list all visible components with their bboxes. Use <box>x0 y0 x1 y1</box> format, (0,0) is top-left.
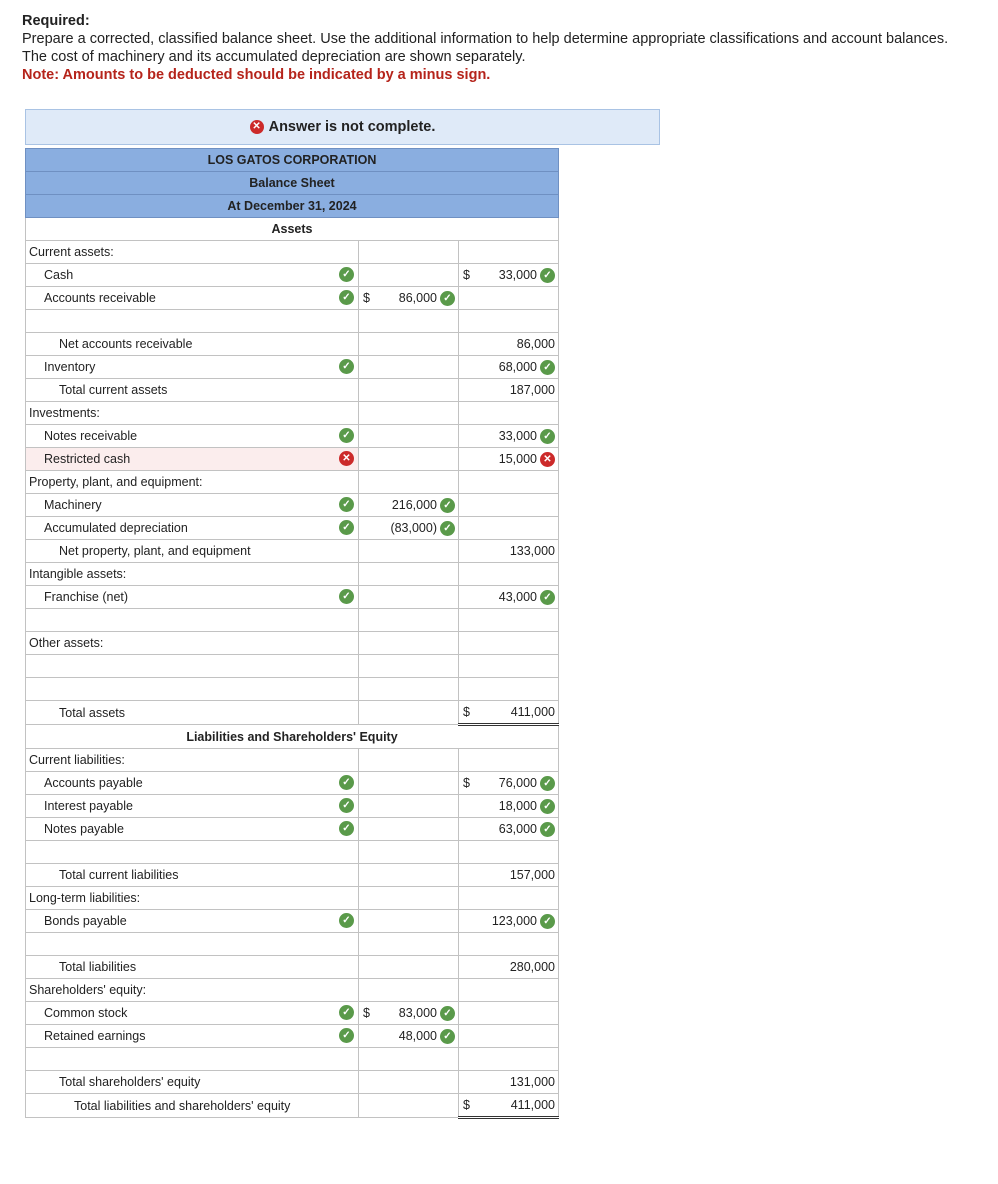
sheet-row <box>26 1048 559 1071</box>
col2-amount-field[interactable] <box>359 1002 459 1025</box>
sheet-row <box>26 956 559 979</box>
check-circle-icon: ✓ <box>540 822 555 837</box>
sheet-row <box>26 772 559 795</box>
sheet-row <box>26 448 559 471</box>
sheet-row <box>26 471 559 494</box>
row-label-text: Inventory <box>44 360 96 374</box>
account-select[interactable] <box>26 264 359 287</box>
col3-amount-field[interactable] <box>459 887 559 910</box>
amount-value: 68,000 <box>498 360 537 374</box>
sheet-row <box>26 517 559 540</box>
balance-sheet-table <box>25 148 559 1119</box>
amount-value: (83,000) <box>390 521 437 535</box>
statement-title: Balance Sheet <box>26 172 559 195</box>
instructions-text: Prepare a corrected, classified balance sheet. Use the additional information to help determine appropriate classifications and account balances. The cost of machinery and its accumulated depreciation are shown separately. <box>22 31 949 65</box>
liabilities-equity-heading: Liabilities and Shareholders' Equity <box>26 725 559 749</box>
x-circle-icon: ✕ <box>250 120 264 134</box>
sheet-row <box>26 333 559 356</box>
col3-amount-field[interactable] <box>459 701 559 725</box>
col2-amount-field[interactable] <box>359 910 459 933</box>
amount-value: 86,000 <box>516 337 555 351</box>
col3-amount-field[interactable] <box>459 379 559 402</box>
row-label <box>26 540 359 563</box>
col3-amount-field[interactable] <box>459 425 559 448</box>
amount-value: 157,000 <box>509 868 555 882</box>
check-circle-icon: ✓ <box>339 497 354 512</box>
answer-status-banner <box>25 109 660 145</box>
check-circle-icon: ✓ <box>540 429 555 444</box>
check-circle-icon: ✓ <box>540 360 555 375</box>
required-heading: Required: <box>22 13 90 29</box>
col3-amount-field[interactable] <box>459 241 559 264</box>
check-circle-icon: ✓ <box>540 914 555 929</box>
col2-amount-field[interactable] <box>359 979 459 1002</box>
amount-value: 33,000 <box>498 268 537 282</box>
row-label-text: Interest payable <box>44 799 133 813</box>
col3-amount-field[interactable] <box>459 864 559 887</box>
sheet-row <box>26 609 559 632</box>
check-circle-icon: ✓ <box>339 428 354 443</box>
account-select[interactable] <box>26 425 359 448</box>
amount-value: 15,000 <box>498 452 537 466</box>
row-label-text: Property, plant, and equipment: <box>29 475 203 489</box>
col2-amount-field[interactable] <box>359 632 459 655</box>
check-circle-icon: ✓ <box>540 776 555 791</box>
sheet-row <box>26 494 559 517</box>
row-label <box>26 956 359 979</box>
row-label-text: Investments: <box>29 406 100 420</box>
col2-amount-field[interactable] <box>359 655 459 678</box>
company-name: LOS GATOS CORPORATION <box>26 149 559 172</box>
col2-amount-field[interactable] <box>359 1025 459 1048</box>
row-label <box>26 979 359 1002</box>
row-label <box>26 749 359 772</box>
sheet-row <box>26 979 559 1002</box>
dollar-sign: $ <box>463 776 470 790</box>
amount-value: 187,000 <box>509 383 555 397</box>
check-circle-icon: ✓ <box>440 291 455 306</box>
col2-amount-field[interactable] <box>359 402 459 425</box>
row-label <box>26 701 359 725</box>
col3-amount-field[interactable] <box>459 333 559 356</box>
dollar-sign: $ <box>363 1006 370 1020</box>
check-circle-icon: ✓ <box>339 913 354 928</box>
account-select[interactable] <box>26 678 359 701</box>
col2-amount-field[interactable] <box>359 356 459 379</box>
row-label-text: Notes payable <box>44 822 124 836</box>
sheet-row <box>26 425 559 448</box>
col3-amount-field[interactable] <box>459 264 559 287</box>
row-label-text: Other assets: <box>29 636 104 650</box>
col2-amount-field[interactable] <box>359 749 459 772</box>
sheet-row <box>26 563 559 586</box>
sheet-row <box>26 795 559 818</box>
row-label-text: Current liabilities: <box>29 753 125 767</box>
col3-amount-field[interactable] <box>459 632 559 655</box>
col3-amount-field[interactable] <box>459 310 559 333</box>
statement-date: At December 31, 2024 <box>26 195 559 218</box>
check-circle-icon: ✓ <box>339 1005 354 1020</box>
col3-amount-field[interactable] <box>459 655 559 678</box>
account-select[interactable] <box>26 287 359 310</box>
col2-amount-field[interactable] <box>359 818 459 841</box>
col3-amount-field[interactable] <box>459 956 559 979</box>
row-label-text: Total liabilities <box>59 960 137 974</box>
row-label <box>26 632 359 655</box>
row-label <box>26 241 359 264</box>
sheet-row <box>26 1025 559 1048</box>
row-label-text: Machinery <box>44 498 102 512</box>
row-label-text: Total current liabilities <box>59 868 179 882</box>
account-select[interactable] <box>26 448 359 471</box>
row-label-text: Restricted cash <box>44 452 131 466</box>
check-circle-icon: ✓ <box>440 498 455 513</box>
col3-amount-field[interactable] <box>459 1094 559 1118</box>
account-select[interactable] <box>26 310 359 333</box>
row-label-text: Accounts receivable <box>44 291 156 305</box>
col2-amount-field[interactable] <box>359 517 459 540</box>
col3-amount-field[interactable] <box>459 448 559 471</box>
row-label <box>26 379 359 402</box>
row-label-text: Total current assets <box>59 383 168 397</box>
col3-amount-field[interactable] <box>459 356 559 379</box>
col2-amount-field[interactable] <box>359 609 459 632</box>
amount-value: 86,000 <box>398 291 437 305</box>
check-circle-icon: ✓ <box>339 798 354 813</box>
answer-status-text: Answer is not complete. <box>268 119 436 135</box>
row-label-text: Cash <box>44 268 74 282</box>
check-circle-icon: ✓ <box>540 799 555 814</box>
col2-amount-field[interactable] <box>359 563 459 586</box>
col2-amount-field[interactable] <box>359 494 459 517</box>
amount-value: 133,000 <box>509 544 555 558</box>
amount-value: 76,000 <box>498 776 537 790</box>
account-select[interactable] <box>26 910 359 933</box>
col2-amount-field[interactable] <box>359 1094 459 1118</box>
row-label-text: Common stock <box>44 1006 128 1020</box>
row-label-text: Accounts payable <box>44 776 143 790</box>
account-select[interactable] <box>26 1025 359 1048</box>
account-select[interactable] <box>26 795 359 818</box>
sheet-row <box>26 287 559 310</box>
sheet-row <box>26 264 559 287</box>
check-circle-icon: ✓ <box>540 590 555 605</box>
sheet-row <box>26 402 559 425</box>
col3-amount-field[interactable] <box>459 795 559 818</box>
col3-amount-field[interactable] <box>459 517 559 540</box>
sheet-row <box>26 725 559 749</box>
col3-amount-field[interactable] <box>459 818 559 841</box>
sheet-row <box>26 586 559 609</box>
sheet-row <box>26 655 559 678</box>
col2-amount-field[interactable] <box>359 264 459 287</box>
sheet-row <box>26 540 559 563</box>
sheet-row <box>26 632 559 655</box>
col2-amount-field[interactable] <box>359 241 459 264</box>
check-circle-icon: ✓ <box>339 775 354 790</box>
row-label <box>26 1094 359 1118</box>
col2-amount-field[interactable] <box>359 425 459 448</box>
amount-value: 18,000 <box>498 799 537 813</box>
assets-heading: Assets <box>26 218 559 241</box>
row-label <box>26 563 359 586</box>
col2-amount-field[interactable] <box>359 1071 459 1094</box>
sheet-row <box>26 818 559 841</box>
account-select[interactable] <box>26 356 359 379</box>
col2-amount-field[interactable] <box>359 287 459 310</box>
row-label <box>26 1071 359 1094</box>
row-label-text: Franchise (net) <box>44 590 129 604</box>
account-select[interactable] <box>26 1048 359 1071</box>
col2-amount-field[interactable] <box>359 841 459 864</box>
sheet-row <box>26 864 559 887</box>
check-circle-icon: ✓ <box>440 521 455 536</box>
col3-amount-field[interactable] <box>459 678 559 701</box>
amount-value: 411,000 <box>510 705 555 719</box>
sheet-row <box>26 887 559 910</box>
col2-amount-field[interactable] <box>359 540 459 563</box>
row-label-text: Total liabilities and shareholders' equity <box>74 1098 291 1113</box>
col3-amount-field[interactable] <box>459 772 559 795</box>
row-label-text: Retained earnings <box>44 1029 146 1043</box>
col2-amount-field[interactable] <box>359 956 459 979</box>
amount-value: 123,000 <box>491 914 537 928</box>
account-select[interactable] <box>26 609 359 632</box>
row-label-text: Long-term liabilities: <box>29 891 141 905</box>
col3-amount-field[interactable] <box>459 1071 559 1094</box>
col2-amount-field[interactable] <box>359 310 459 333</box>
row-label-text: Notes receivable <box>44 429 138 443</box>
row-label-text: Total assets <box>59 705 126 720</box>
col2-amount-field[interactable] <box>359 678 459 701</box>
col2-amount-field[interactable] <box>359 471 459 494</box>
sheet-row <box>26 749 559 772</box>
check-circle-icon: ✓ <box>339 290 354 305</box>
account-select[interactable] <box>26 772 359 795</box>
col2-amount-field[interactable] <box>359 933 459 956</box>
col3-amount-field[interactable] <box>459 979 559 1002</box>
row-label <box>26 471 359 494</box>
check-circle-icon: ✓ <box>440 1029 455 1044</box>
account-select[interactable] <box>26 655 359 678</box>
row-label <box>26 333 359 356</box>
amount-value: 43,000 <box>498 590 537 604</box>
row-label-text: Intangible assets: <box>29 567 127 581</box>
dollar-sign: $ <box>463 705 470 719</box>
col3-amount-field[interactable] <box>459 749 559 772</box>
row-label-text: Net property, plant, and equipment <box>59 544 251 558</box>
col3-amount-field[interactable] <box>459 563 559 586</box>
sheet-row <box>26 678 559 701</box>
sheet-row <box>26 1094 559 1118</box>
row-label-text: Total shareholders' equity <box>59 1075 201 1089</box>
col3-amount-field[interactable] <box>459 586 559 609</box>
check-circle-icon: ✓ <box>339 589 354 604</box>
sheet-row <box>26 701 559 725</box>
col3-amount-field[interactable] <box>459 540 559 563</box>
sheet-row <box>26 910 559 933</box>
x-circle-icon: ✕ <box>540 452 555 467</box>
col2-amount-field[interactable] <box>359 1048 459 1071</box>
row-label-text: Bonds payable <box>44 914 127 928</box>
col2-amount-field[interactable] <box>359 795 459 818</box>
col2-amount-field[interactable] <box>359 379 459 402</box>
account-select[interactable] <box>26 517 359 540</box>
dollar-sign: $ <box>363 291 370 305</box>
col3-amount-field[interactable] <box>459 402 559 425</box>
sheet-row <box>26 356 559 379</box>
col3-amount-field[interactable] <box>459 1002 559 1025</box>
account-select[interactable] <box>26 1002 359 1025</box>
col2-amount-field[interactable] <box>359 448 459 471</box>
instructions <box>22 12 972 84</box>
sheet-row <box>26 1002 559 1025</box>
col3-amount-field[interactable] <box>459 287 559 310</box>
col3-amount-field[interactable] <box>459 933 559 956</box>
col3-amount-field[interactable] <box>459 841 559 864</box>
row-label-text: Shareholders' equity: <box>29 983 147 997</box>
sheet-row <box>26 841 559 864</box>
col3-amount-field[interactable] <box>459 494 559 517</box>
check-circle-icon: ✓ <box>339 1028 354 1043</box>
row-label <box>26 864 359 887</box>
check-circle-icon: ✓ <box>339 821 354 836</box>
x-circle-icon: ✕ <box>339 451 354 466</box>
amount-value: 83,000 <box>398 1006 437 1020</box>
account-select[interactable] <box>26 586 359 609</box>
dollar-sign: $ <box>463 268 470 282</box>
col2-amount-field[interactable] <box>359 701 459 725</box>
amount-value: 63,000 <box>498 822 537 836</box>
dollar-sign: $ <box>463 1098 470 1112</box>
row-label <box>26 402 359 425</box>
account-select[interactable] <box>26 841 359 864</box>
amount-value: 280,000 <box>509 960 555 974</box>
account-select[interactable] <box>26 494 359 517</box>
col2-amount-field[interactable] <box>359 772 459 795</box>
col3-amount-field[interactable] <box>459 1025 559 1048</box>
check-circle-icon: ✓ <box>440 1006 455 1021</box>
check-circle-icon: ✓ <box>540 268 555 283</box>
account-select[interactable] <box>26 818 359 841</box>
amount-value: 131,000 <box>509 1075 555 1089</box>
amount-value: 411,000 <box>510 1098 555 1112</box>
col2-amount-field[interactable] <box>359 864 459 887</box>
col2-amount-field[interactable] <box>359 887 459 910</box>
sheet-row <box>26 310 559 333</box>
row-label-text: Net accounts receivable <box>59 337 193 351</box>
account-select[interactable] <box>26 933 359 956</box>
row-label-text: Accumulated depreciation <box>44 521 188 535</box>
col2-amount-field[interactable] <box>359 586 459 609</box>
col3-amount-field[interactable] <box>459 609 559 632</box>
note-text: Note: Amounts to be deducted should be indicated by a minus sign. <box>22 67 491 83</box>
sheet-row <box>26 241 559 264</box>
check-circle-icon: ✓ <box>339 267 354 282</box>
sheet-row <box>26 933 559 956</box>
col3-amount-field[interactable] <box>459 1048 559 1071</box>
amount-value: 48,000 <box>398 1029 437 1043</box>
amount-value: 33,000 <box>498 429 537 443</box>
amount-value: 216,000 <box>391 498 437 512</box>
col3-amount-field[interactable] <box>459 471 559 494</box>
col3-amount-field[interactable] <box>459 910 559 933</box>
sheet-row <box>26 1071 559 1094</box>
row-label-text: Current assets: <box>29 245 114 259</box>
sheet-row <box>26 379 559 402</box>
col2-amount-field[interactable] <box>359 333 459 356</box>
check-circle-icon: ✓ <box>339 520 354 535</box>
check-circle-icon: ✓ <box>339 359 354 374</box>
row-label <box>26 887 359 910</box>
